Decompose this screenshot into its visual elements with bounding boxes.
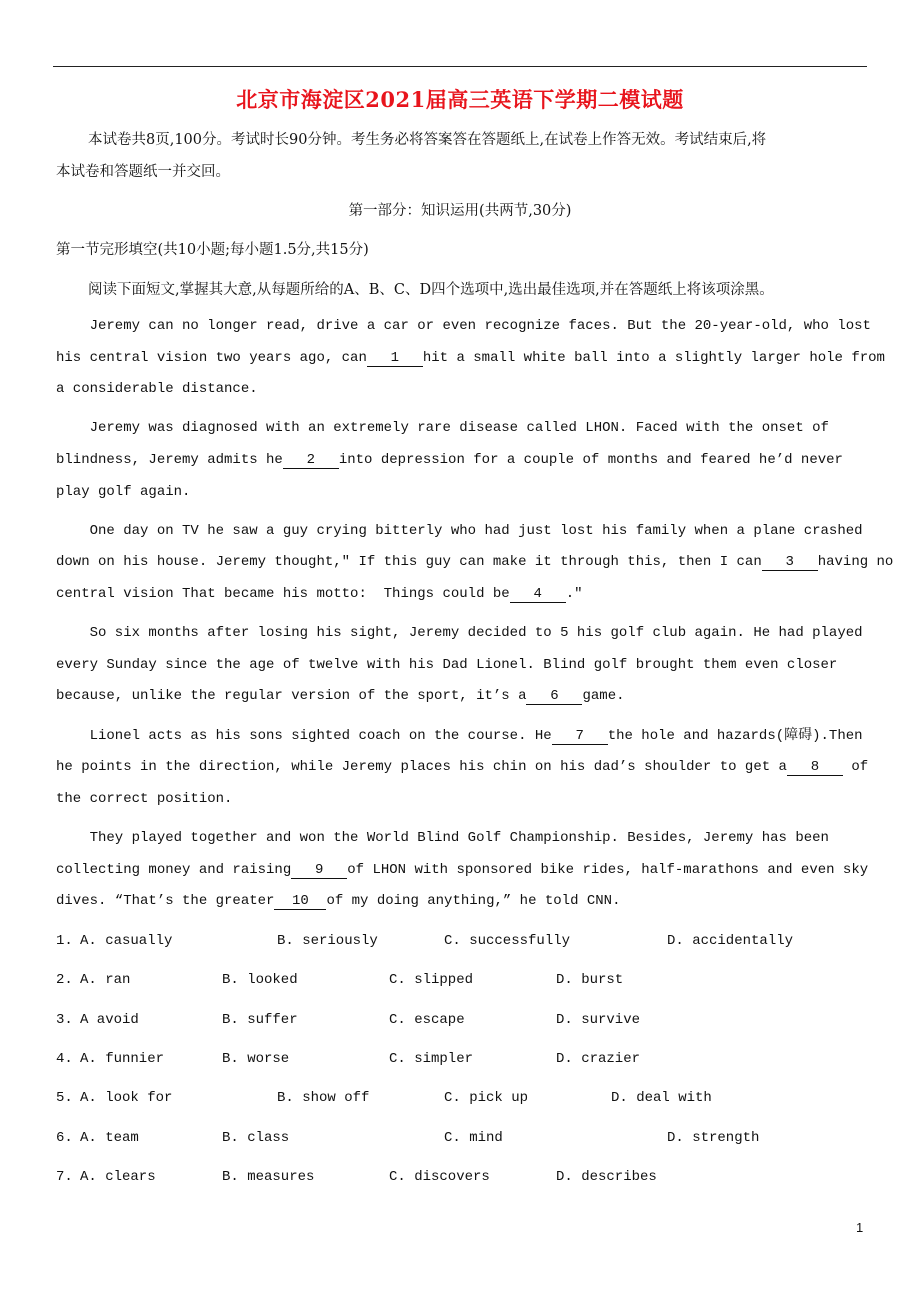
passage-line xyxy=(56,686,625,706)
answer-option-d: D. survive xyxy=(556,1011,641,1028)
passage-text: dives. “That’s the greater xyxy=(56,893,275,910)
passage-text: having no xyxy=(817,554,894,571)
answer-option-c: C. successfully xyxy=(444,933,571,949)
answer-option-b: B. worse xyxy=(222,1050,290,1067)
answer-option-a: A. ran xyxy=(80,972,131,989)
passage-text: the hole and hazards(障碍).Then xyxy=(607,727,863,744)
answer-option-d: D. deal with xyxy=(611,1090,712,1107)
passage-text: of LHON with sponsored bike rides, half-marathons and even sky xyxy=(347,861,869,878)
passage-line xyxy=(56,521,863,541)
answer-option-b: B. measures xyxy=(222,1168,315,1185)
passage-line xyxy=(56,726,863,746)
answer-option-d: D. crazier xyxy=(556,1050,641,1067)
answer-blank: 9 xyxy=(291,862,347,879)
answer-blank: 10 xyxy=(274,893,326,910)
answer-option-b: B. looked xyxy=(222,972,298,989)
answer-option-a: A. casually xyxy=(80,933,173,949)
passage-text: of my doing anything,” he told CNN. xyxy=(326,893,621,910)
passage-text: collecting money and raising xyxy=(56,861,292,878)
answer-option-b: B. class xyxy=(222,1129,290,1146)
passage-line xyxy=(56,828,829,848)
question-number: 2. xyxy=(56,972,73,989)
question-number: 1. xyxy=(56,933,73,949)
passage-text: Jeremy can no longer read, drive a car or even recognize faces. But the 20-year-old, who lost xyxy=(56,318,871,334)
passage-line xyxy=(56,348,885,368)
answer-option-b: B. suffer xyxy=(222,1011,298,1028)
passage-line xyxy=(56,450,843,470)
passage-line xyxy=(56,757,868,777)
passage-text: So six months after losing his sight, Jeremy decided to 5 his golf club again. He had played xyxy=(56,625,863,642)
question-number: 3. xyxy=(56,1011,73,1028)
question-number: 5. xyxy=(56,1090,73,1107)
answer-option-c: C. pick up xyxy=(444,1090,529,1107)
header-rule xyxy=(53,66,867,67)
passage-text: blindness, Jeremy admits he xyxy=(56,452,283,468)
passage-line xyxy=(56,891,621,911)
passage-line xyxy=(56,379,258,399)
answer-option-a: A. clears xyxy=(80,1168,156,1185)
answer-blank: 4 xyxy=(510,586,566,603)
question-number: 4. xyxy=(56,1050,73,1067)
answer-blank: 7 xyxy=(552,728,608,745)
answer-option-d: D. strength xyxy=(667,1129,760,1146)
passage-text: every Sunday since the age of twelve with his Dad Lionel. Blind golf brought them even closer xyxy=(56,656,838,673)
section-heading: 第一节完形填空(共10小题;每小题1.5分,共15分) xyxy=(56,242,369,258)
answer-option-d: D. accidentally xyxy=(667,933,794,949)
passage-text: of xyxy=(842,759,869,776)
passage-text: game. xyxy=(582,688,625,705)
answer-option-b: B. show off xyxy=(277,1090,370,1107)
passage-text: into depression for a couple of months and feared he’d never xyxy=(338,452,843,468)
page-number: 1 xyxy=(856,1220,864,1235)
passage-text: play golf again. xyxy=(56,483,191,500)
passage-line xyxy=(56,482,190,502)
passage-line xyxy=(56,584,583,604)
passage-text: One day on TV he saw a guy crying bitterly who had just lost his family when a plane crashed xyxy=(56,522,863,539)
page-title: 北京市海淀区2021届高三英语下学期二模试题 xyxy=(236,87,684,112)
passage-line xyxy=(56,860,868,880)
answer-option-a: A. funnier xyxy=(80,1050,165,1067)
answer-option-c: C. discovers xyxy=(389,1168,490,1185)
passage-line xyxy=(56,316,871,336)
passage-text: Lionel acts as his sons sighted coach on the course. He xyxy=(56,727,552,744)
answer-blank: 1 xyxy=(367,350,423,367)
passage-line xyxy=(56,623,863,643)
passage-text: his central vision two years ago, can xyxy=(56,349,367,366)
passage-text: down on his house. Jeremy thought,″ If this guy can make it through this, then I can xyxy=(56,554,762,571)
passage-text: hit a small white ball into a slightly larger hole from xyxy=(422,349,885,366)
passage-line xyxy=(56,418,829,438)
passage-text: They played together and won the World Blind Golf Championship. Besides, Jeremy has been xyxy=(56,830,829,846)
passage-text: central vision That became his motto: Things could be xyxy=(56,586,510,602)
answer-option-c: C. escape xyxy=(389,1011,465,1028)
answer-option-a: A. team xyxy=(80,1129,139,1146)
part-heading: 第一部分：知识运用(共两节,30分) xyxy=(348,203,572,219)
answer-blank: 2 xyxy=(283,452,339,469)
answer-option-b: B. seriously xyxy=(277,933,378,949)
passage-line xyxy=(56,655,837,675)
instructions-line-1: 本试卷共8页,100分。考试时长90分钟。考生务必将答案答在答题纸上,在试卷上作答无效。考试结束后,将 xyxy=(88,132,767,148)
answer-option-c: C. simpler xyxy=(389,1050,474,1067)
instructions-line-2: 本试卷和答题纸一并交回。 xyxy=(56,164,230,180)
directions: 阅读下面短文,掌握其大意,从每题所给的A、B、C、D四个选项中,选出最佳选项,并在答题纸上将该项涂黑。 xyxy=(88,282,774,298)
answer-blank: 8 xyxy=(787,759,843,776)
question-number: 6. xyxy=(56,1129,73,1146)
passage-text: ." xyxy=(565,586,583,602)
answer-option-c: C. mind xyxy=(444,1129,503,1146)
passage-text: Jeremy was diagnosed with an extremely rare disease called LHON. Faced with the onset of xyxy=(56,420,829,437)
answer-blank: 6 xyxy=(526,688,582,705)
question-number: 7. xyxy=(56,1168,73,1185)
passage-text: because, unlike the regular version of the sport, it’s a xyxy=(56,688,527,705)
passage-text: a considerable distance. xyxy=(56,381,258,398)
passage-line xyxy=(56,789,232,809)
answer-option-a: A avoid xyxy=(80,1011,139,1028)
passage-text: the correct position. xyxy=(56,790,233,807)
answer-blank: 3 xyxy=(762,554,818,571)
answer-option-d: D. burst xyxy=(556,972,624,989)
passage-text: he points in the direction, while Jeremy places his chin on his dad’s shoulder to get a xyxy=(56,759,787,776)
passage-line xyxy=(56,552,893,572)
answer-option-a: A. look for xyxy=(80,1090,173,1107)
answer-option-c: C. slipped xyxy=(389,972,474,989)
answer-option-d: D. describes xyxy=(556,1168,657,1185)
